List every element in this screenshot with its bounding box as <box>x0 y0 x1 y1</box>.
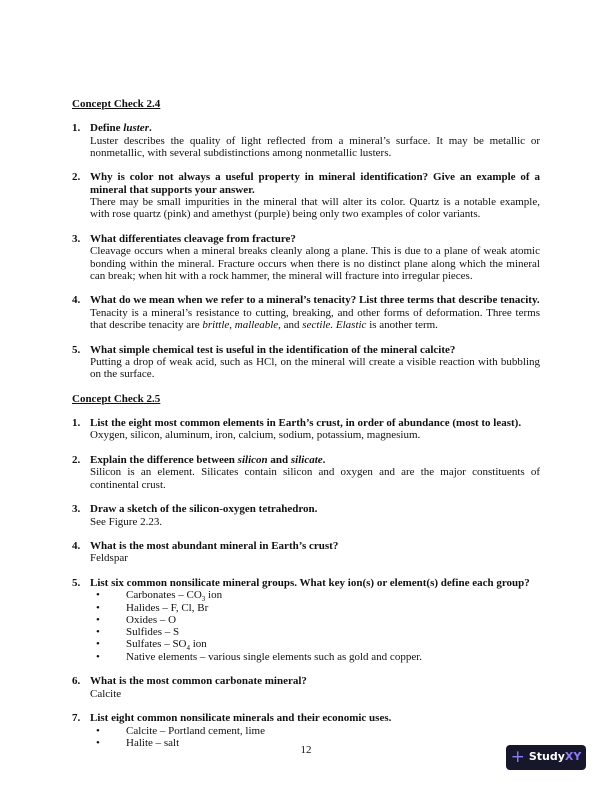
subscript: 4 <box>186 644 190 653</box>
question-text: What is the most abundant mineral in Earth’s crust? <box>90 540 339 553</box>
question-text: What simple chemical test is useful in the identification of the mineral calcite? <box>90 343 456 356</box>
q-text: and <box>267 454 291 467</box>
bullet-item <box>72 651 540 663</box>
answer-text: Calcite <box>90 687 122 700</box>
bullet-item <box>72 626 540 638</box>
answer-text: Feldspar <box>90 552 128 565</box>
question-text: List eight common nonsilicate minerals and their economic uses. <box>90 712 392 725</box>
question-text <box>90 122 540 134</box>
a-text: and <box>280 319 303 332</box>
question-text: What is the most common carbonate mineral? <box>90 675 307 688</box>
section-heading: Concept Check 2.5 <box>72 392 161 405</box>
question-text <box>90 454 540 466</box>
bullet-text: Halite – salt <box>126 736 180 749</box>
bullet-text: Halides – F, Cl, Br <box>126 601 209 614</box>
badge-text: Study <box>528 750 565 764</box>
q-text: . <box>322 454 326 467</box>
question-number: 1. <box>72 417 81 430</box>
badge-accent-text: XY <box>564 750 582 764</box>
bullet-text: Carbonates – CO <box>126 589 202 602</box>
question-item <box>72 675 540 700</box>
question-text: What do we mean when we refer to a mineral’s tenacity? List three terms that describe tenacity. <box>90 294 540 307</box>
question-item <box>72 503 540 528</box>
answer-text: Putting a drop of weak acid, such as HCl, on the mineral will create a visible reaction with bubbling on the surface. <box>90 355 540 381</box>
question-item <box>72 233 540 282</box>
bullet-text: Native elements – various single elements such as gold and copper. <box>126 650 423 663</box>
question-number: 7. <box>72 712 81 725</box>
bullet-list <box>72 589 540 663</box>
section-heading: Concept Check 2.4 <box>72 98 161 110</box>
question-item <box>72 294 540 331</box>
bullet-text: Sulfates – SO <box>126 638 187 651</box>
document-page <box>72 98 540 761</box>
answer-text: Silicon is an element. Silicates contain silicon and oxygen and are the major constituents of continental crust. <box>90 466 540 491</box>
question-text: What differentiates cleavage from fracture? <box>90 232 296 245</box>
q-text: Define <box>90 122 124 135</box>
question-list <box>72 122 540 380</box>
a-emphasis: sectile. Elastic <box>302 319 367 332</box>
answer-text: Oxygen, silicon, aluminum, iron, calcium, sodium, potassium, magnesium. <box>90 429 421 442</box>
question-number: 3. <box>72 232 81 245</box>
subscript: 3 <box>201 595 206 604</box>
question-list <box>72 417 540 749</box>
answer-text: There may be small impurities in the mineral that will alter its color. Quartz is a notable example, with rose quartz (pink) and amethyst (purple) being only two examples of color variants. <box>90 196 540 221</box>
question-number: 6. <box>72 675 81 688</box>
bullet-text: Oxides – O <box>126 613 177 626</box>
a-emphasis: brittle, malleable, <box>202 319 281 332</box>
answer-text: Luster describes the quality of light reflected from a mineral’s surface. It may be metallic or nonmetallic, with several subdistinctions among nonmetallic lusters. <box>90 134 540 159</box>
question-number: 4. <box>72 540 81 553</box>
question-number: 3. <box>72 503 81 516</box>
question-text: List the eight most common elements in Earth’s crust, in order of abundance (most to least). <box>90 417 522 430</box>
bullet-item <box>72 602 540 614</box>
bullet-item <box>72 725 540 737</box>
question-item <box>72 577 540 663</box>
a-text: Tenacity is a mineral’s resistance to cutting, breaking, and other forms of deformation. Three terms that describe tenacity are <box>90 306 540 332</box>
answer-text: Cleavage occurs when a mineral breaks cleanly along a plane. This is due to a plane of weak atomic bonding within the mineral. Fracture occurs when there is no distinct plane along which the mineral can break; when hit with a rock hammer, the mineral will fracture into irregular pieces. <box>90 245 540 282</box>
question-text: Why is color not always a useful property in mineral identification? Give an example of a mineral that supports your answer. <box>90 171 540 196</box>
question-item <box>72 417 540 442</box>
answer-text <box>90 307 540 332</box>
bullet-item <box>72 589 540 604</box>
bullet-text: ion <box>190 638 207 651</box>
question-text: Draw a sketch of the silicon-oxygen tetrahedron. <box>90 503 318 516</box>
bullet-text: Sulfides – S <box>126 626 180 639</box>
q-emphasis: luster <box>123 122 149 135</box>
question-item <box>72 171 540 220</box>
q-text: . <box>148 122 152 135</box>
question-number: 5. <box>72 576 81 589</box>
question-number: 2. <box>72 454 81 467</box>
q-emphasis: silicate <box>290 454 323 467</box>
question-number: 1. <box>72 122 81 135</box>
bullet-text: Calcite – Portland cement, lime <box>126 724 265 737</box>
bullet-item <box>72 638 540 653</box>
question-item <box>72 540 540 565</box>
answer-text: See Figure 2.23. <box>90 515 163 528</box>
page-number: 12 <box>300 744 312 756</box>
question-number: 4. <box>72 294 81 307</box>
bullet-item <box>72 614 540 626</box>
a-text: is another term. <box>366 319 438 332</box>
question-number: 5. <box>72 343 81 356</box>
question-item <box>72 454 540 491</box>
question-item <box>72 344 540 381</box>
question-text: List six common nonsilicate mineral groups. What key ion(s) or element(s) define each group? <box>90 576 530 589</box>
question-number: 2. <box>72 171 81 184</box>
question-item <box>72 122 540 159</box>
plus-icon: + <box>510 747 525 767</box>
bullet-text: ion <box>205 589 223 602</box>
q-text: Explain the difference between <box>90 454 238 467</box>
studyxy-badge[interactable] <box>506 745 586 770</box>
q-emphasis: silicon <box>237 454 268 467</box>
